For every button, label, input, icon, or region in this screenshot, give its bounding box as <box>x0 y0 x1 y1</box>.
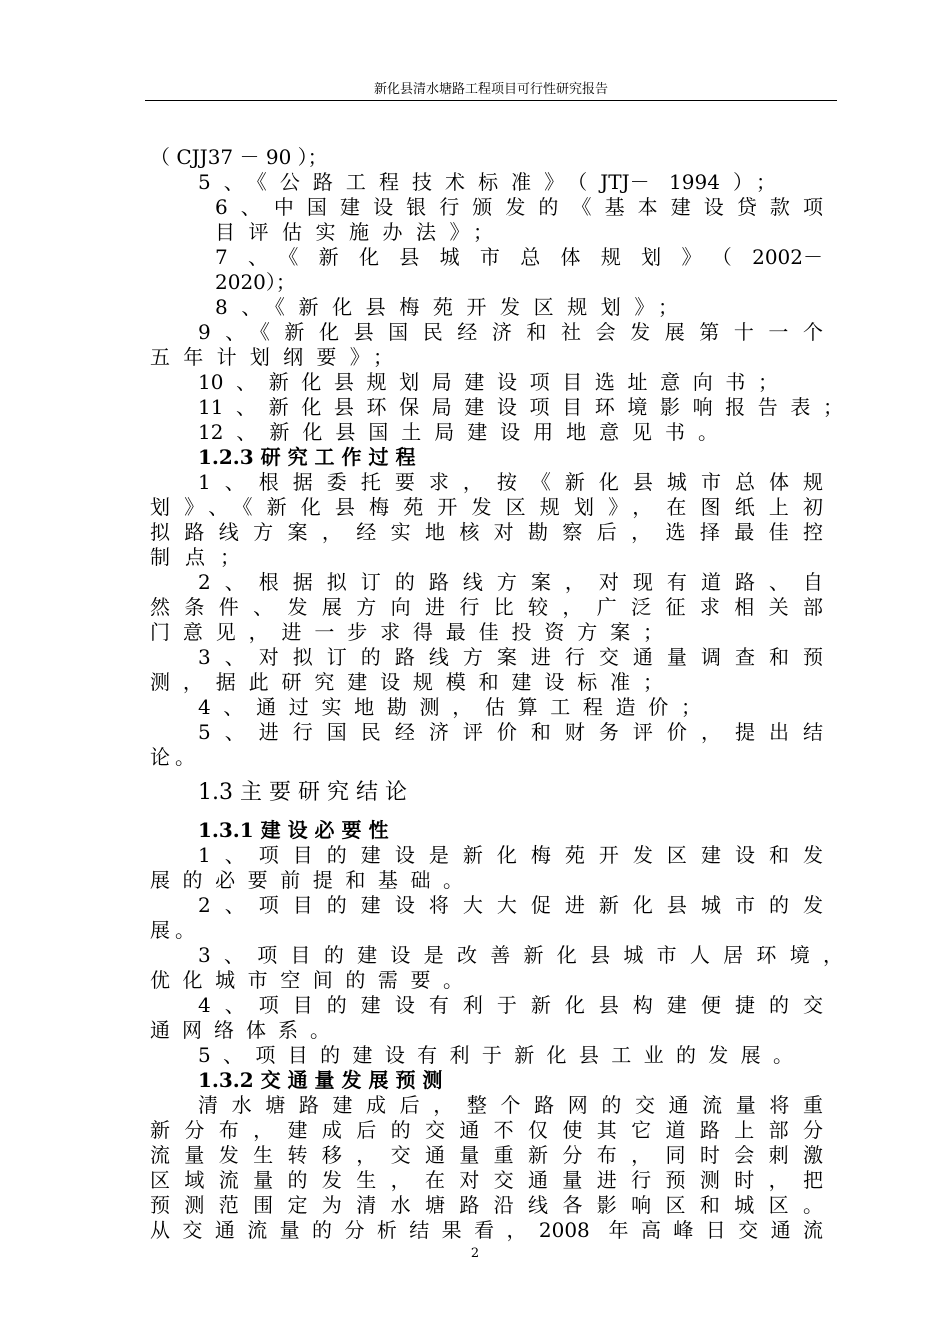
text-line: 5、项目的建设有利于新化县工业的发展。 <box>198 1043 793 1067</box>
text-line: 11、新化县环保局建设项目环境影响报告表； <box>198 395 843 419</box>
text-line: 优化城市空间的需要。 <box>150 968 463 992</box>
text-line: 新分布，建成后的交通不仅使其它道路上部分 <box>150 1118 823 1142</box>
text-line: 展的必要前提和基础。 <box>150 868 463 892</box>
subsection-heading: 1.3.2 交 通 量 发 展 预 测 <box>198 1068 443 1092</box>
text-line: 3、对拟订的路线方案进行交通量调查和预 <box>198 645 823 669</box>
text-line: 从交通流量的分析结果看，2008 年高峰日交通流 <box>150 1218 823 1242</box>
text-line: 展。 <box>150 918 195 942</box>
section-heading: 1.3 主 要 研 究 结 论 <box>198 780 407 805</box>
text-line: 2、项目的建设将大大促进新化县城市的发 <box>198 893 823 917</box>
header-rule <box>145 100 837 101</box>
page-number: 2 <box>470 1246 480 1261</box>
subsection-heading: 1.3.1 建 设 必 要 性 <box>198 818 389 842</box>
text-line: 3、项目的建设是改善新化县城市人居环境， <box>198 943 843 967</box>
subsection-heading: 1.2.3 研 究 工 作 过 程 <box>198 445 416 469</box>
text-line: （ CJJ37 － 90 ）； <box>150 145 328 169</box>
text-line: 划》、《新化县梅苑开发区规划》，在图纸上初 <box>150 495 823 519</box>
text-line: 2020）； <box>215 270 296 294</box>
text-line: 4、通过实地勘测，估算工程造价； <box>198 695 701 719</box>
text-line: 6、中国建设银行颁发的《基本建设贷款项 <box>215 195 823 219</box>
text-line: 7、《新化县城市总体规划》（2002－ <box>215 245 823 269</box>
text-line: 10、新化县规划局建设项目选址意向书； <box>198 370 778 394</box>
text-line: 目评估实施办法》； <box>215 220 493 244</box>
text-line: 门意见，进一步求得最佳投资方案； <box>150 620 663 644</box>
text-line: 1、根据委托要求，按《新化县城市总体规 <box>198 470 823 494</box>
text-line: 清水塘路建成后，整个路网的交通流量将重 <box>198 1093 823 1117</box>
text-line: 5、进行国民经济评价和财务评价，提出结 <box>198 720 823 744</box>
text-line: 五年计划纲要》； <box>150 345 393 369</box>
text-line: 论。 <box>150 745 195 769</box>
text-line: 拟路线方案，经实地核对勘察后，选择最佳控 <box>150 520 823 544</box>
text-line: 2、根据拟订的路线方案，对现有道路、自 <box>198 570 823 594</box>
text-line: 制点； <box>150 545 240 569</box>
text-line: 流量发生转移，交通量重新分布，同时会刺激 <box>150 1143 823 1167</box>
text-line: 5、《公路工程技术标准》（JTJ－ 1994）； <box>198 170 776 194</box>
text-line: 预测范围定为清水塘路沿线各影响区和城区。 <box>150 1193 823 1217</box>
running-header: 新化县清水塘路工程项目可行性研究报告 <box>373 82 608 97</box>
text-line: 区域流量的发生，在对交通量进行预测时，把 <box>150 1168 823 1192</box>
text-line: 12、新化县国土局建设用地意见书。 <box>198 420 718 444</box>
text-line: 测，据此研究建设规模和建设标准； <box>150 670 663 694</box>
text-line: 1、项目的建设是新化梅苑开发区建设和发 <box>198 843 823 867</box>
text-line: 通网络体系。 <box>150 1018 330 1042</box>
text-line: 4、项目的建设有利于新化县构建便捷的交 <box>198 993 823 1017</box>
text-line: 9、《新化县国民经济和社会发展第十一个 <box>198 320 823 344</box>
text-line: 然条件、发展方向进行比较，广泛征求相关部 <box>150 595 823 619</box>
text-line: 8、《新化县梅苑开发区规划》； <box>215 295 678 319</box>
